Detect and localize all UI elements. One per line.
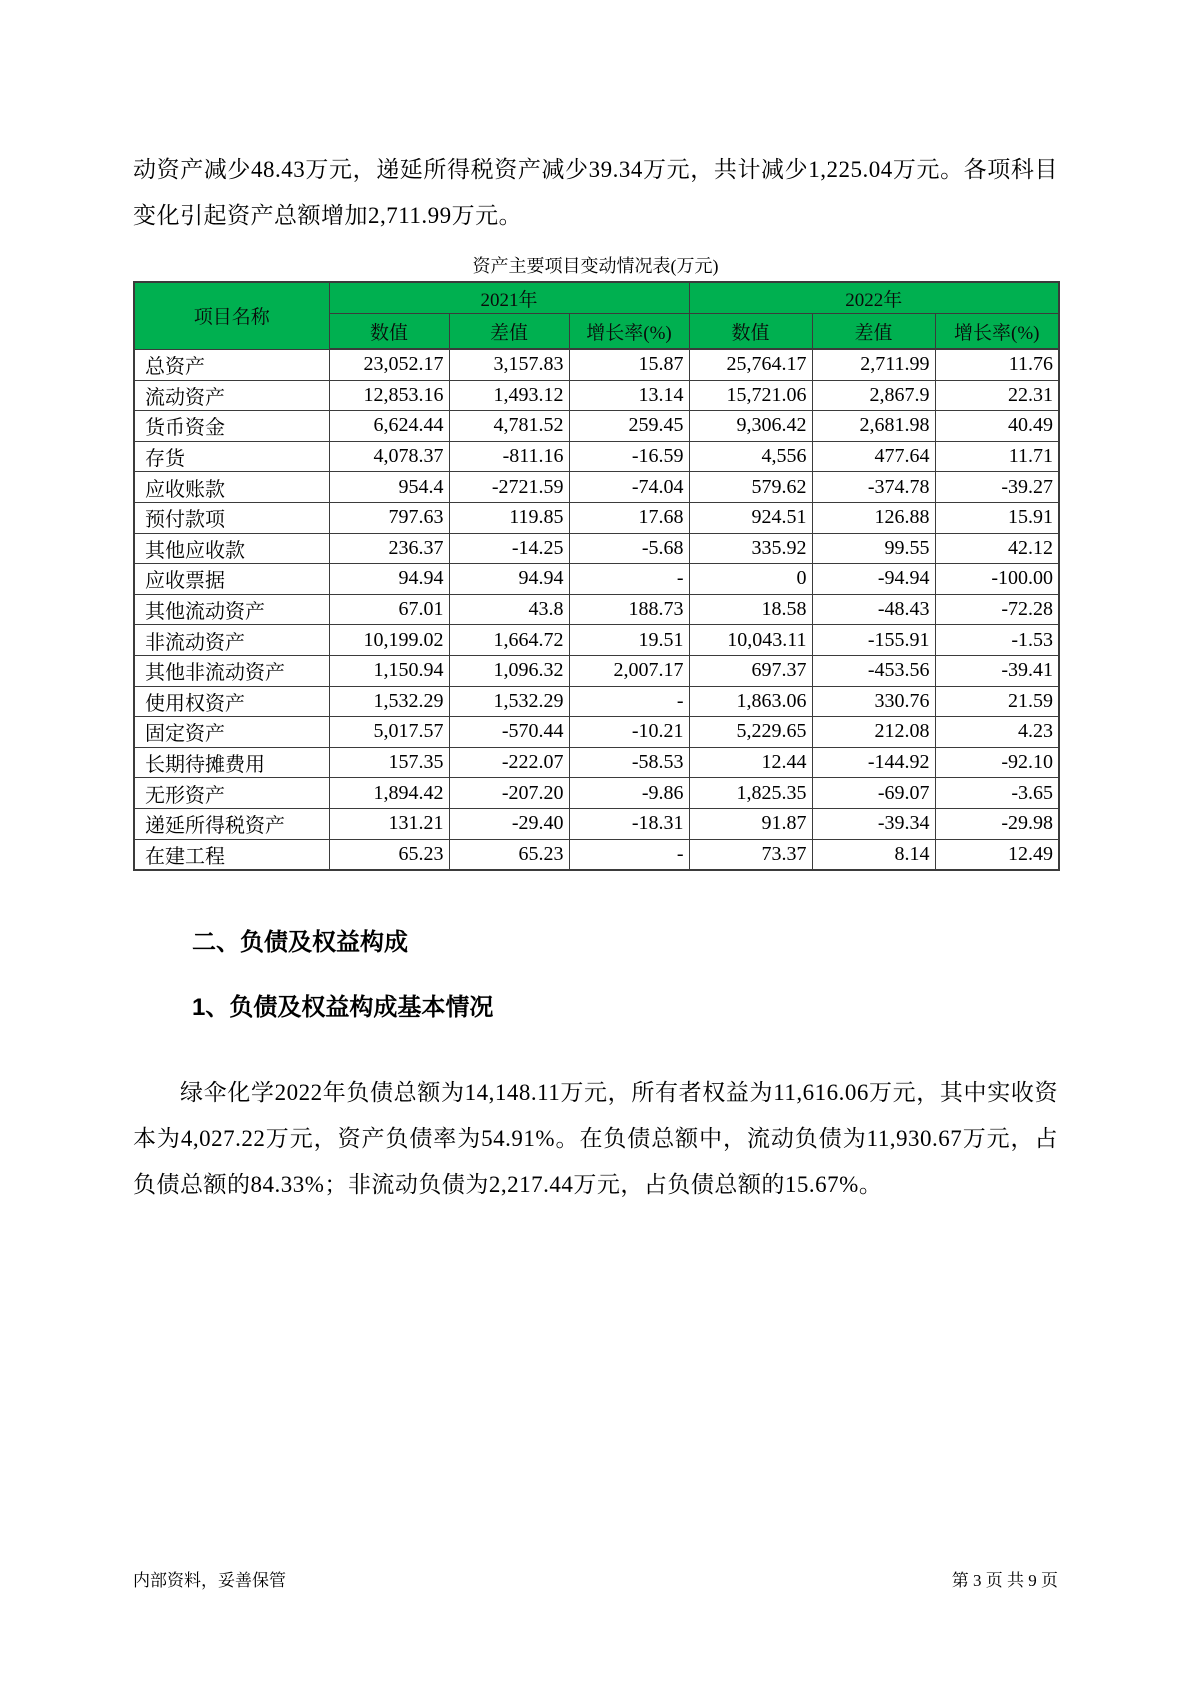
row-item-name: 预付款项 [134, 502, 329, 533]
asset-table-body [134, 349, 1059, 870]
row-value-cell: 1,825.35 [689, 778, 812, 809]
row-value-cell: -14.25 [449, 533, 569, 564]
row-value-cell: 1,493.12 [449, 380, 569, 411]
row-value-cell: 1,863.06 [689, 686, 812, 717]
subheader-2022-value: 数值 [689, 314, 812, 350]
row-value-cell: 236.37 [329, 533, 449, 564]
row-value-cell: 15.87 [569, 349, 689, 380]
subsection-heading: 1、负债及权益构成基本情况 [192, 994, 494, 1022]
row-value-cell: 2,711.99 [812, 349, 935, 380]
row-value-cell: 94.94 [329, 564, 449, 595]
body-paragraph: 绿伞化学2022年负债总额为14,148.11万元，所有者权益为11,616.06万元，其中实收资本为4,027.22万元，资产负债率为54.91%。在负债总额中，流动负债为11,930.67万元，占负债总额的84.33%；非流动负债为2,217.44万元，占负债总额的15.67%。 [133, 1080, 1058, 1198]
row-value-cell: 9,306.42 [689, 411, 812, 442]
row-value-cell: 65.23 [449, 839, 569, 870]
row-value-cell: -5.68 [569, 533, 689, 564]
row-value-cell: -72.28 [935, 594, 1059, 625]
row-value-cell: -92.10 [935, 747, 1059, 778]
row-value-cell: 6,624.44 [329, 411, 449, 442]
row-value-cell: 797.63 [329, 502, 449, 533]
row-value-cell: -155.91 [812, 625, 935, 656]
subheader-2022-diff: 差值 [812, 314, 935, 350]
row-value-cell: -9.86 [569, 778, 689, 809]
row-value-cell: 99.55 [812, 533, 935, 564]
row-value-cell: 25,764.17 [689, 349, 812, 380]
row-value-cell: 10,043.11 [689, 625, 812, 656]
row-value-cell: 21.59 [935, 686, 1059, 717]
table-row [134, 502, 1059, 533]
table-row [134, 349, 1059, 380]
row-value-cell: 12.44 [689, 747, 812, 778]
row-value-cell: 1,532.29 [329, 686, 449, 717]
table-row [134, 625, 1059, 656]
row-value-cell: -58.53 [569, 747, 689, 778]
row-value-cell: 1,894.42 [329, 778, 449, 809]
subheader-2022-growth: 增长率(%) [935, 314, 1059, 350]
row-value-cell: 477.64 [812, 441, 935, 472]
row-item-name: 其他流动资产 [134, 594, 329, 625]
row-value-cell: -29.98 [935, 808, 1059, 839]
row-value-cell: 4,556 [689, 441, 812, 472]
row-value-cell: 22.31 [935, 380, 1059, 411]
asset-change-table [133, 281, 1060, 871]
row-value-cell: 10,199.02 [329, 625, 449, 656]
row-value-cell: -2721.59 [449, 472, 569, 503]
row-value-cell: 212.08 [812, 717, 935, 748]
table-row [134, 441, 1059, 472]
table-row [134, 686, 1059, 717]
row-value-cell: 12.49 [935, 839, 1059, 870]
row-value-cell: -811.16 [449, 441, 569, 472]
row-item-name: 固定资产 [134, 717, 329, 748]
row-value-cell: 924.51 [689, 502, 812, 533]
row-value-cell: 1,532.29 [449, 686, 569, 717]
row-value-cell: 119.85 [449, 502, 569, 533]
row-value-cell: -94.94 [812, 564, 935, 595]
page-footer [133, 1566, 1058, 1591]
row-item-name: 应收账款 [134, 472, 329, 503]
table-row [134, 778, 1059, 809]
row-value-cell: 2,681.98 [812, 411, 935, 442]
row-item-name: 其他应收款 [134, 533, 329, 564]
row-value-cell: -453.56 [812, 655, 935, 686]
asset-table-header [134, 282, 1059, 349]
row-value-cell: 1,096.32 [449, 655, 569, 686]
row-value-cell: - [569, 564, 689, 595]
row-value-cell: -207.20 [449, 778, 569, 809]
row-value-cell: 330.76 [812, 686, 935, 717]
col-header-item-name: 项目名称 [134, 282, 329, 349]
table-row [134, 808, 1059, 839]
row-value-cell: 8.14 [812, 839, 935, 870]
row-value-cell: -570.44 [449, 717, 569, 748]
row-value-cell: -16.59 [569, 441, 689, 472]
row-value-cell: 2,867.9 [812, 380, 935, 411]
row-value-cell: -222.07 [449, 747, 569, 778]
row-item-name: 应收票据 [134, 564, 329, 595]
row-value-cell: 65.23 [329, 839, 449, 870]
row-item-name: 存货 [134, 441, 329, 472]
table-row [134, 411, 1059, 442]
subheader-2021-value: 数值 [329, 314, 449, 350]
row-item-name: 其他非流动资产 [134, 655, 329, 686]
row-value-cell: 15.91 [935, 502, 1059, 533]
row-value-cell: -74.04 [569, 472, 689, 503]
row-item-name: 流动资产 [134, 380, 329, 411]
row-value-cell: -18.31 [569, 808, 689, 839]
row-value-cell: 15,721.06 [689, 380, 812, 411]
row-value-cell: 1,664.72 [449, 625, 569, 656]
row-value-cell: 3,157.83 [449, 349, 569, 380]
row-value-cell: 73.37 [689, 839, 812, 870]
row-value-cell: 2,007.17 [569, 655, 689, 686]
col-header-year-2022: 2022年 [689, 282, 1059, 314]
row-value-cell: 18.58 [689, 594, 812, 625]
row-value-cell: 40.49 [935, 411, 1059, 442]
table-row [134, 533, 1059, 564]
subheader-2021-growth: 增长率(%) [569, 314, 689, 350]
table-row [134, 594, 1059, 625]
row-value-cell: - [569, 686, 689, 717]
footer-confidential-note: 内部资料，妥善保管 [133, 1571, 286, 1590]
row-value-cell: 5,017.57 [329, 717, 449, 748]
table-row [134, 472, 1059, 503]
row-value-cell: 4.23 [935, 717, 1059, 748]
row-value-cell: 1,150.94 [329, 655, 449, 686]
table-row [134, 655, 1059, 686]
row-value-cell: 335.92 [689, 533, 812, 564]
row-value-cell: 4,781.52 [449, 411, 569, 442]
intro-paragraph: 动资产减少48.43万元，递延所得税资产减少39.34万元，共计减少1,225.04万元。各项科目变化引起资产总额增加2,711.99万元。 [133, 157, 1058, 228]
row-value-cell: 11.76 [935, 349, 1059, 380]
row-value-cell: 43.8 [449, 594, 569, 625]
row-value-cell: 94.94 [449, 564, 569, 595]
row-value-cell: -144.92 [812, 747, 935, 778]
row-item-name: 在建工程 [134, 839, 329, 870]
row-item-name: 货币资金 [134, 411, 329, 442]
row-value-cell: 259.45 [569, 411, 689, 442]
row-value-cell: 4,078.37 [329, 441, 449, 472]
row-value-cell: -39.34 [812, 808, 935, 839]
col-header-year-2021: 2021年 [329, 282, 689, 314]
row-value-cell: 12,853.16 [329, 380, 449, 411]
row-value-cell: -1.53 [935, 625, 1059, 656]
row-value-cell: 67.01 [329, 594, 449, 625]
row-value-cell: 13.14 [569, 380, 689, 411]
subheader-2021-diff: 差值 [449, 314, 569, 350]
row-value-cell: 19.51 [569, 625, 689, 656]
row-value-cell: 42.12 [935, 533, 1059, 564]
row-value-cell: - [569, 839, 689, 870]
row-value-cell: 5,229.65 [689, 717, 812, 748]
table-row [134, 839, 1059, 870]
row-value-cell: 157.35 [329, 747, 449, 778]
row-value-cell: -48.43 [812, 594, 935, 625]
row-value-cell: 579.62 [689, 472, 812, 503]
footer-page-number: 第 3 页 共 9 页 [951, 1571, 1058, 1590]
section-heading: 二、负债及权益构成 [192, 929, 408, 957]
table-row [134, 380, 1059, 411]
row-value-cell: 126.88 [812, 502, 935, 533]
row-value-cell: 131.21 [329, 808, 449, 839]
row-value-cell: 11.71 [935, 441, 1059, 472]
row-item-name: 非流动资产 [134, 625, 329, 656]
row-value-cell: -29.40 [449, 808, 569, 839]
row-value-cell: 91.87 [689, 808, 812, 839]
row-value-cell: 188.73 [569, 594, 689, 625]
row-value-cell: -100.00 [935, 564, 1059, 595]
table-row [134, 564, 1059, 595]
row-item-name: 使用权资产 [134, 686, 329, 717]
row-value-cell: -39.41 [935, 655, 1059, 686]
row-item-name: 递延所得税资产 [134, 808, 329, 839]
row-value-cell: 697.37 [689, 655, 812, 686]
row-item-name: 总资产 [134, 349, 329, 380]
row-value-cell: -69.07 [812, 778, 935, 809]
row-value-cell: -10.21 [569, 717, 689, 748]
row-value-cell: 0 [689, 564, 812, 595]
row-value-cell: -39.27 [935, 472, 1059, 503]
row-value-cell: 954.4 [329, 472, 449, 503]
row-value-cell: 17.68 [569, 502, 689, 533]
row-item-name: 长期待摊费用 [134, 747, 329, 778]
table-row [134, 717, 1059, 748]
row-value-cell: -374.78 [812, 472, 935, 503]
table-row [134, 747, 1059, 778]
row-value-cell: 23,052.17 [329, 349, 449, 380]
table-title: 资产主要项目变动情况表(万元) [472, 256, 719, 276]
row-item-name: 无形资产 [134, 778, 329, 809]
row-value-cell: -3.65 [935, 778, 1059, 809]
content-area [133, 0, 1058, 1208]
